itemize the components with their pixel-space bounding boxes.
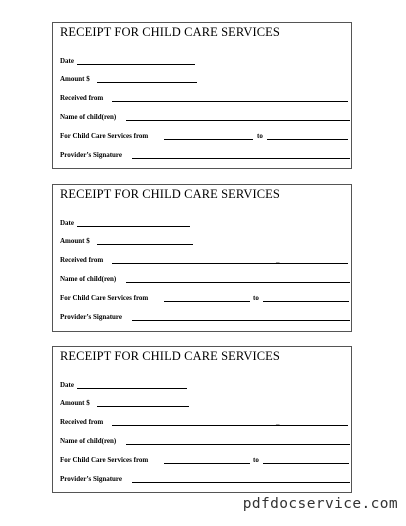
signature-label: Provider’s Signature <box>60 151 123 159</box>
receipt-form-3 <box>52 346 352 493</box>
services-from-line[interactable] <box>164 139 253 140</box>
amount-line[interactable] <box>97 406 189 407</box>
received-from-line[interactable] <box>112 425 348 426</box>
signature-label: Provider’s Signature <box>60 313 123 321</box>
receipt-title: RECEIPT FOR CHILD CARE SERVICES <box>60 25 280 39</box>
services-from-label: For Child Care Services from <box>60 456 149 464</box>
signature-line[interactable] <box>132 320 350 321</box>
amount-label: Amount $ <box>60 399 90 407</box>
services-from-label: For Child Care Services from <box>60 132 149 140</box>
to-label: to <box>257 132 263 140</box>
mark: _ <box>276 418 280 426</box>
to-label: to <box>253 294 259 302</box>
mark: _ <box>276 256 280 264</box>
services-from-line[interactable] <box>164 301 250 302</box>
signature-label: Provider’s Signature <box>60 475 123 483</box>
amount-label: Amount $ <box>60 237 90 245</box>
received-from-label: Received from <box>60 94 104 102</box>
amount-line[interactable] <box>97 82 197 83</box>
services-from-line[interactable] <box>164 463 250 464</box>
children-line[interactable] <box>126 444 350 445</box>
signature-line[interactable] <box>132 482 350 483</box>
signature-line[interactable] <box>132 158 350 159</box>
services-from-label: For Child Care Services from <box>60 294 149 302</box>
amount-line[interactable] <box>97 244 193 245</box>
date-line[interactable] <box>77 388 187 389</box>
children-line[interactable] <box>126 282 350 283</box>
received-from-line[interactable] <box>112 263 348 264</box>
date-line[interactable] <box>77 64 195 65</box>
children-label: Name of child(ren) <box>60 275 117 283</box>
to-label: to <box>253 456 259 464</box>
receipt-title: RECEIPT FOR CHILD CARE SERVICES <box>60 349 280 363</box>
watermark-text: pdfdocservice.com <box>242 496 398 512</box>
date-line[interactable] <box>77 226 190 227</box>
children-label: Name of child(ren) <box>60 113 117 121</box>
received-from-label: Received from <box>60 418 104 426</box>
amount-label: Amount $ <box>60 75 90 83</box>
received-from-label: Received from <box>60 256 104 264</box>
date-label: Date <box>60 381 74 389</box>
received-from-line[interactable] <box>112 101 348 102</box>
services-to-line[interactable] <box>263 301 349 302</box>
receipt-form-2 <box>52 184 352 332</box>
date-label: Date <box>60 219 74 227</box>
children-label: Name of child(ren) <box>60 437 117 445</box>
children-line[interactable] <box>126 120 350 121</box>
services-to-line[interactable] <box>263 463 349 464</box>
receipt-form-1 <box>52 22 352 169</box>
date-label: Date <box>60 57 74 65</box>
receipt-title: RECEIPT FOR CHILD CARE SERVICES <box>60 187 280 201</box>
services-to-line[interactable] <box>267 139 348 140</box>
